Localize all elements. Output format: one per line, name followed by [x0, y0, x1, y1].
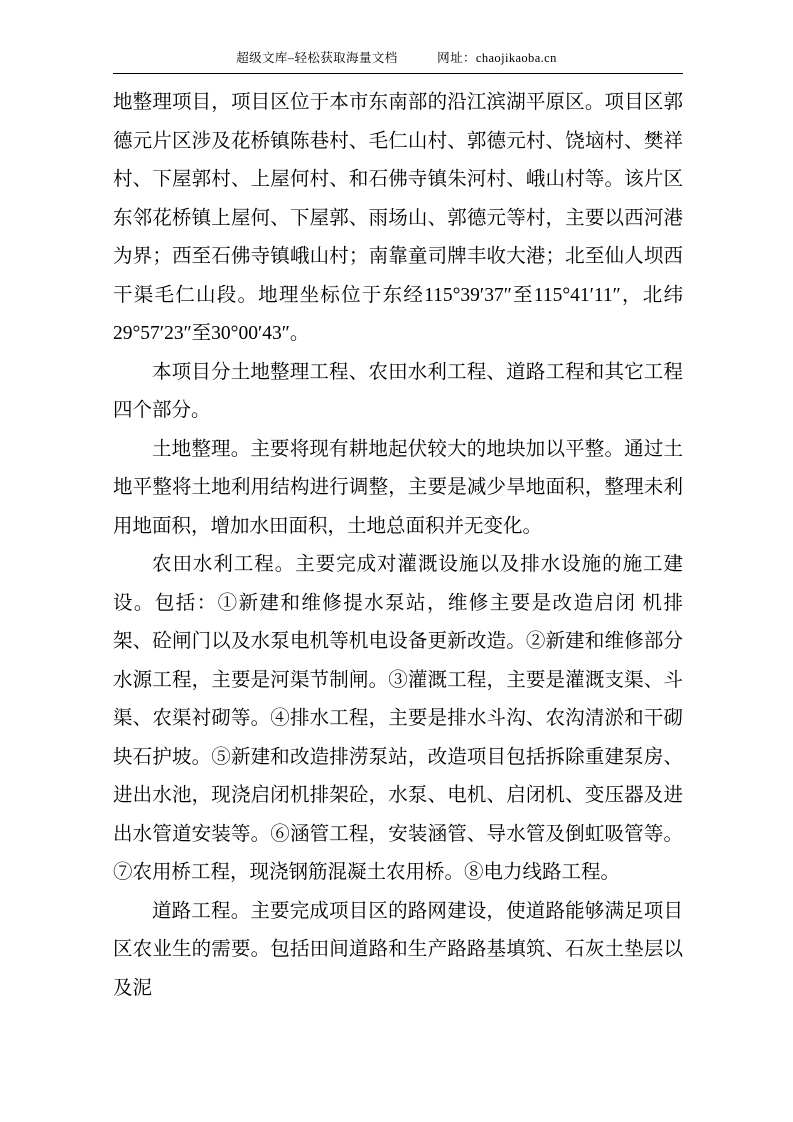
paragraph-3: 土地整理。主要将现有耕地起伏较大的地块加以平整。通过土地平整将土地利用结构进行调整，主要是减少旱地面积，整理未利用地面积，增加水田面积，土地总面积并无变化。	[113, 438, 683, 537]
paragraph-1: 地整理项目，项目区位于本市东南部的沿江滨湖平原区。项目区郭德元片区涉及花桥镇陈巷村、毛仁山村、郭德元村、饶垴村、樊祥村、下屋郭村、上屋何村、和石佛寺镇朱河村、峨山村等。该片区东邻花桥镇上屋何、下屋郭、雨场山、郭德元等村，主要以西河港为界；西至石佛寺镇峨山村；南靠童司牌丰收大港；北至仙人坝西干渠毛仁山段。地理坐标位于东经115°39′37″至115°41′11″，北纬29°57′23″至30°00′43″。	[113, 92, 683, 344]
header-site-url: 网址：chaojikaoba.cn	[437, 51, 557, 65]
header-site-name: 超级文库–轻松获取海量文档	[236, 51, 398, 65]
document-body	[113, 84, 683, 1008]
paragraph-2: 本项目分土地整理工程、农田水利工程、道路工程和其它工程四个部分。	[113, 361, 683, 421]
header-divider	[113, 73, 683, 74]
paragraph-4: 农田水利工程。主要完成对灌溉设施以及排水设施的施工建设。包括：①新建和维修提水泵站，维修主要是改造启闭 机排架、砼闸门以及水泵电机等机电设备更新改造。②新建和维修部分水源工程，主要是河渠节制闸。③灌溉工程，主要是灌溉支渠、斗渠、农渠衬砌等。④排水工程，主要是排水斗沟、农沟清淤和干砌块石护坡。⑤新建和改造排涝泵站，改造项目包括拆除重建泵房、进出水池，现浇启闭机排架砼，水泵、电机、启闭机、变压器及进出水管道安装等。⑥涵管工程，安装涵管、导水管及倒虹吸管等。⑦农用桥工程，现浇钢筋混凝土农用桥。⑧电力线路工程。	[113, 554, 683, 883]
page-header	[0, 48, 793, 66]
paragraph-5: 道路工程。主要完成项目区的路网建设，使道路能够满足项目区农业生的需要。包括田间道路和生产路路基填筑、石灰土垫层以及泥	[113, 900, 683, 999]
